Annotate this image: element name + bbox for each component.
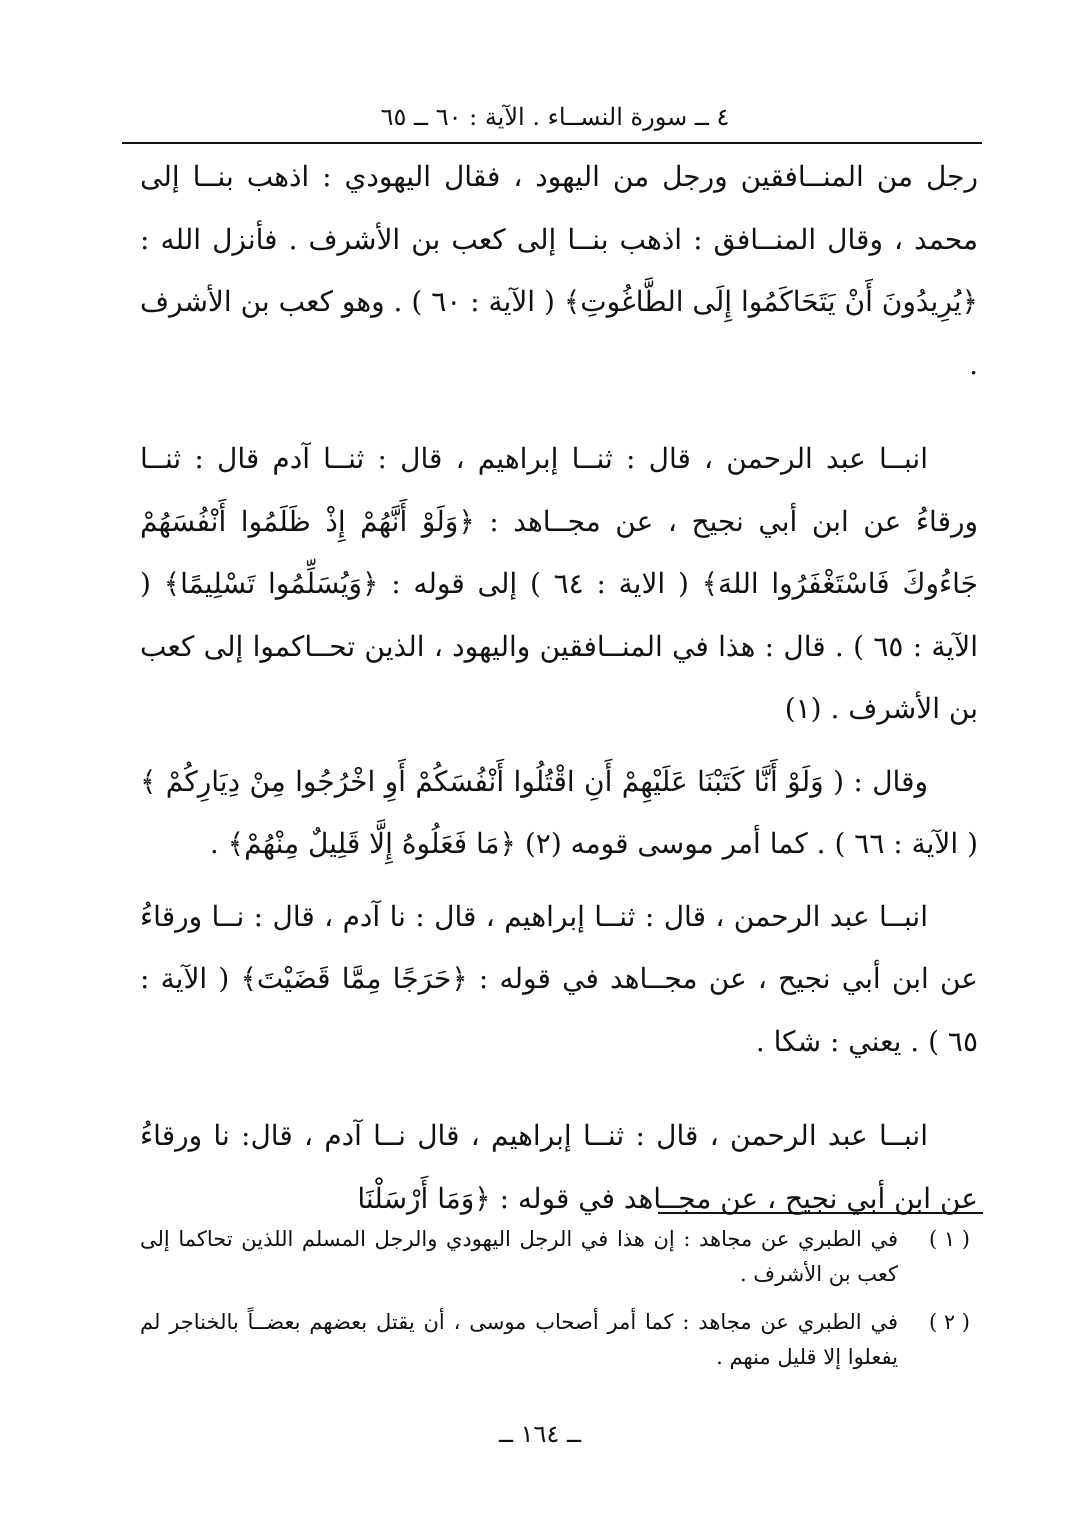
page-number: ــ ١٦٤ ــ (498, 1420, 582, 1448)
footnotes (140, 1222, 978, 1388)
paragraph-gap (140, 1073, 978, 1105)
footnote (140, 1305, 978, 1375)
footnote-number: ( ٢ ) (928, 1310, 970, 1334)
footnote-text: في الطبري عن مجاهد : إن هذا في الرجل اليهودي والرجل المسلم اللذين تحاكما إلى كعب بن الأشرف . (140, 1227, 898, 1286)
paragraph: انبــا عبد الرحمن ، قال : ثنــا إبراهيم ، قال : نا آدم ، قال : نــا ورقاءُ عن ابن أبي نجيح ، عن مجــاهد في قوله : ﴿حَرَجًا مِمَّا قَضَيْتَ﴾ ( الآية : ٦٥ ) . يعني : شكا . (140, 899, 978, 1058)
paragraph: انبــا عبد الرحمن ، قال : ثنــا إبراهيم ، قال : ثنــا آدم قال : ثنــا ورقاءُ عن ابن أبي نجيح ، عن مجــاهد : ﴿وَلَوْ أَنَّهُمْ إِذْ ظَلَمُوا أَنْفُسَهُمْ جَاءُوكَ فَاسْتَغْفَرُوا اللهَ﴾ ( الاية : ٦٤ ) إلى قوله : ﴿وَيُسَلِّمُوا تَسْلِيمًا﴾ ( الآية : ٦٥ ) . قال : هذا في المنــافقين واليهود ، الذين تحــاكموا إلى كعب بن الأشرف . (١) (140, 442, 978, 725)
paragraph: رجل من المنــافقين ورجل من اليهود ، فقال اليهودي : اذهب بنــا إلى محمد ، وقال المنــافق : اذهب بنــا إلى كعب بن الأشرف . فأنزل الله : ﴿يُرِيدُونَ أَنْ يَتَحَاكَمُوا إِلَى الطَّاغُوتِ﴾ ( الآية : ٦٠ ) . وهو كعب بن الأشرف . (140, 160, 978, 381)
footnote-number: ( ١ ) (928, 1227, 970, 1251)
paragraph-gap (140, 876, 978, 886)
paragraph-gap (140, 396, 978, 428)
main-text (140, 146, 978, 1230)
footnote (140, 1222, 978, 1292)
footnote-rule (658, 1212, 983, 1214)
footnote-text: في الطبري عن مجاهد : كما أمر أصحاب موسى ، أن يقتل بعضهم بعضــاً بالخناجر لم يفعلوا إلا قليل منهم . (140, 1310, 898, 1369)
paragraph: انبــا عبد الرحمن ، قال : ثنــا إبراهيم ، قال نــا آدم ، قال: نا ورقاءُ عن ابن أبي نجيح ، عن مجــاهد في قوله : ﴿وَمَا أَرْسَلْنَا (140, 1119, 978, 1215)
paragraph: وقال : ( وَلَوْ أَنَّا كَتَبْنَا عَلَيْهِمْ أَنِ اقْتُلُوا أَنْفُسَكُمْ أَوِ اخْرُجُوا مِنْ دِيَارِكُمْ ﴾ ( الآية : ٦٦ ) . كما أمر موسى قومه (٢) ﴿مَا فَعَلُوهُ إِلَّا قَلِيلٌ مِنْهُمْ﴾ . (140, 764, 978, 860)
paragraph-gap (140, 741, 978, 751)
header-rule (122, 142, 982, 144)
running-header: ٤ ــ سورة النســاء . الآية : ٦٠ ــ ٦٥ (380, 103, 730, 131)
